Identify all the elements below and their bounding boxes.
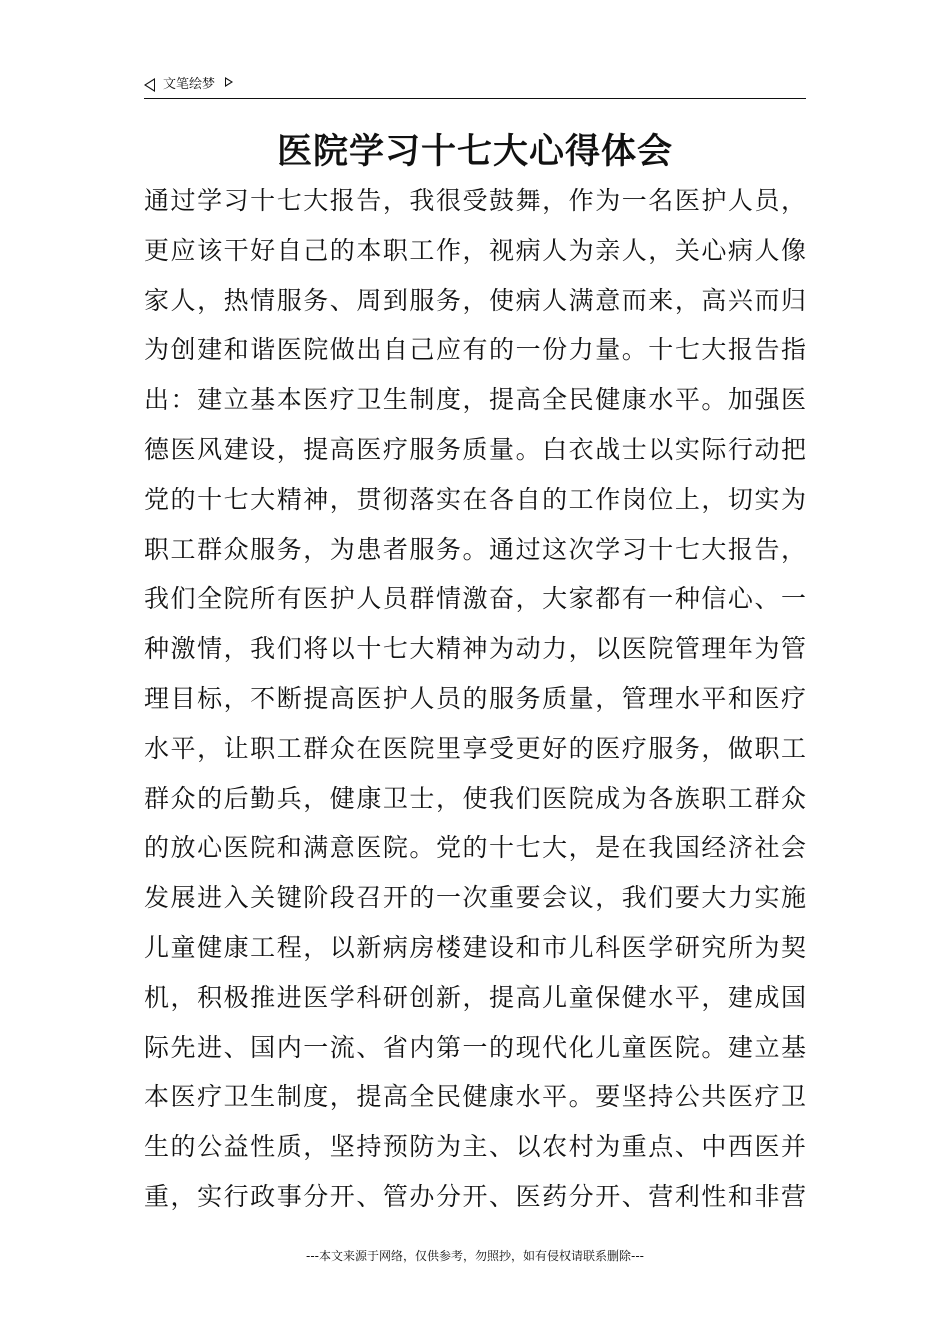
body-line: 出：建立基本医疗卫生制度，提高全民健康水平。加强医 bbox=[144, 385, 806, 415]
body-line: 德医风建设，提高医疗服务质量。白衣战士以实际行动把 bbox=[144, 434, 806, 464]
document-body bbox=[144, 176, 806, 1222]
body-line: 的放心医院和满意医院。党的十七大，是在我国经济社会 bbox=[144, 833, 806, 863]
body-line: 机，积极推进医学科研创新，提高儿童保健水平，建成国 bbox=[144, 982, 806, 1012]
body-line: 家人，热情服务、周到服务，使病人满意而来，高兴而归 bbox=[144, 285, 806, 315]
body-line: 生的公益性质，坚持预防为主、以农村为重点、中西医并 bbox=[144, 1132, 806, 1162]
body-line: 群众的后勤兵，健康卫士，使我们医院成为各族职工群众 bbox=[144, 783, 806, 813]
body-line: 际先进、国内一流、省内第一的现代化儿童医院。建立基 bbox=[144, 1032, 806, 1062]
body-line: 通过学习十七大报告，我很受鼓舞，作为一名医护人员， bbox=[144, 186, 806, 215]
page-header bbox=[144, 72, 806, 99]
body-line: 为创建和谐医院做出自己应有的一份力量。十七大报告指 bbox=[144, 335, 806, 365]
body-line: 重，实行政事分开、管办分开、医药分开、营利性和非营 bbox=[144, 1181, 806, 1211]
triangle-left-icon bbox=[144, 78, 155, 92]
body-line: 更应该干好自己的本职工作，视病人为亲人，关心病人像 bbox=[144, 235, 806, 265]
body-line: 理目标，不断提高医护人员的服务质量，管理水平和医疗 bbox=[144, 683, 806, 713]
body-line: 我们全院所有医护人员群情激奋，大家都有一种信心、一 bbox=[144, 584, 806, 614]
body-line: 种激情，我们将以十七大精神为动力，以医院管理年为管 bbox=[144, 634, 806, 664]
body-line: 水平，让职工群众在医院里享受更好的医疗服务，做职工 bbox=[144, 733, 806, 763]
body-line: 本医疗卫生制度，提高全民健康水平。要坚持公共医疗卫 bbox=[144, 1082, 806, 1112]
page-footer: ---本文来源于网络，仅供参考，勿照抄，如有侵权请联系删除--- bbox=[306, 1249, 644, 1263]
header-label: 文笔绘梦 bbox=[163, 77, 216, 92]
body-line: 发展进入关键阶段召开的一次重要会议，我们要大力实施 bbox=[144, 883, 806, 913]
body-line: 儿童健康工程，以新病房楼建设和市儿科医学研究所为契 bbox=[144, 932, 806, 962]
triangle-right-icon bbox=[225, 77, 233, 87]
body-line: 党的十七大精神，贯彻落实在各自的工作岗位上，切实为 bbox=[144, 484, 806, 514]
body-line: 职工群众服务，为患者服务。通过这次学习十七大报告， bbox=[144, 534, 806, 564]
document-title: 医院学习十七大心得体会 bbox=[276, 132, 673, 172]
